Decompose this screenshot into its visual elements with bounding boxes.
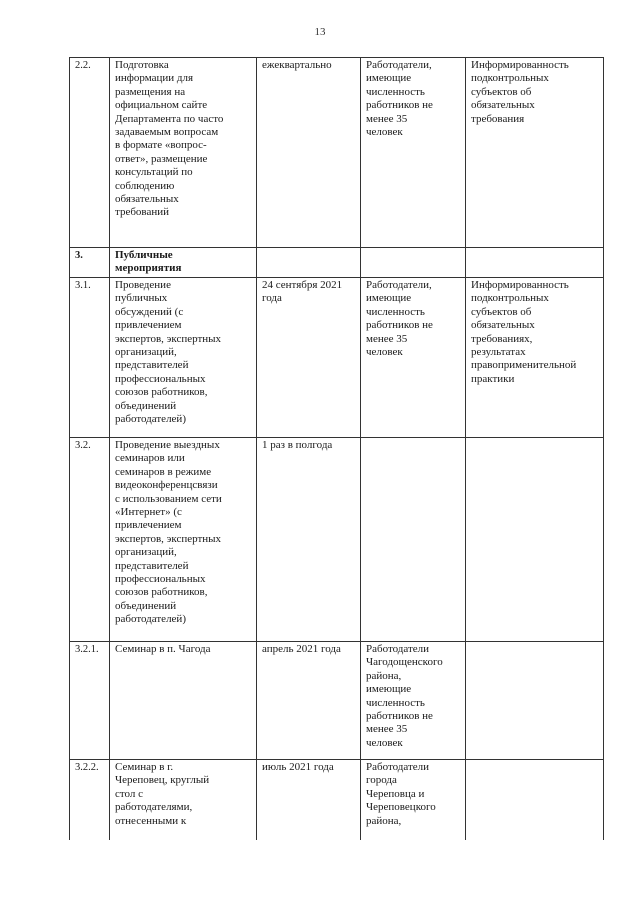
row-number: 3.1.	[70, 278, 110, 438]
row-number: 3.	[70, 248, 110, 278]
result-cell: Информированность подконтрольных субъектов об обязательных требованиях, результатах правоприменительной практики	[466, 278, 604, 438]
audience-cell: Работодатели, имеющие численность работников не менее 35 человек	[361, 58, 466, 248]
activities-table	[69, 57, 604, 840]
audience-cell	[361, 438, 466, 642]
deadline-cell: июль 2021 года	[257, 760, 361, 840]
audience-cell: Работодатели Чагодощенского района, имеющие численность работников не менее 35 человек	[361, 642, 466, 760]
activity-cell: Семинар в г. Череповец, круглый стол с работодателями, отнесенными к	[110, 760, 257, 840]
deadline-cell: 1 раз в полгода	[257, 438, 361, 642]
table-row	[70, 760, 604, 840]
activity-cell: Подготовка информации для размещения на официальном сайте Департамента по часто задаваемым вопросам в формате «вопрос- ответ», размещение консультаций по соблюдению обязательных требований	[110, 58, 257, 248]
table-row	[70, 438, 604, 642]
deadline-cell: апрель 2021 года	[257, 642, 361, 760]
activity-cell: Проведение публичных обсуждений (с привлечением экспертов, экспертных организаций, представителей профессиональных союзов работников, объединений работодателей)	[110, 278, 257, 438]
row-number: 3.2.1.	[70, 642, 110, 760]
section-row	[70, 248, 604, 278]
row-number: 3.2.	[70, 438, 110, 642]
audience-cell: Работодатели, имеющие численность работников не менее 35 человек	[361, 278, 466, 438]
result-cell	[466, 642, 604, 760]
activity-cell: Семинар в п. Чагода	[110, 642, 257, 760]
deadline-cell	[257, 248, 361, 278]
row-number: 2.2.	[70, 58, 110, 248]
table-row	[70, 58, 604, 248]
page-number: 13	[314, 26, 326, 38]
result-cell	[466, 248, 604, 278]
result-cell: Информированность подконтрольных субъектов об обязательных требования	[466, 58, 604, 248]
audience-cell: Работодатели города Череповца и Череповецкого района,	[361, 760, 466, 840]
result-cell	[466, 438, 604, 642]
table-row	[70, 278, 604, 438]
deadline-cell: 24 сентября 2021 года	[257, 278, 361, 438]
row-number: 3.2.2.	[70, 760, 110, 840]
activity-cell: Проведение выездных семинаров или семинаров в режиме видеоконференцсвязи с использованием сети «Интернет» (с привлечением экспертов, экспертных организаций, представителей профессиональных союзов работников, объединений работодателей)	[110, 438, 257, 642]
activity-cell: Публичные мероприятия	[110, 248, 257, 278]
audience-cell	[361, 248, 466, 278]
table-row	[70, 642, 604, 760]
result-cell	[466, 760, 604, 840]
deadline-cell: ежеквартально	[257, 58, 361, 248]
